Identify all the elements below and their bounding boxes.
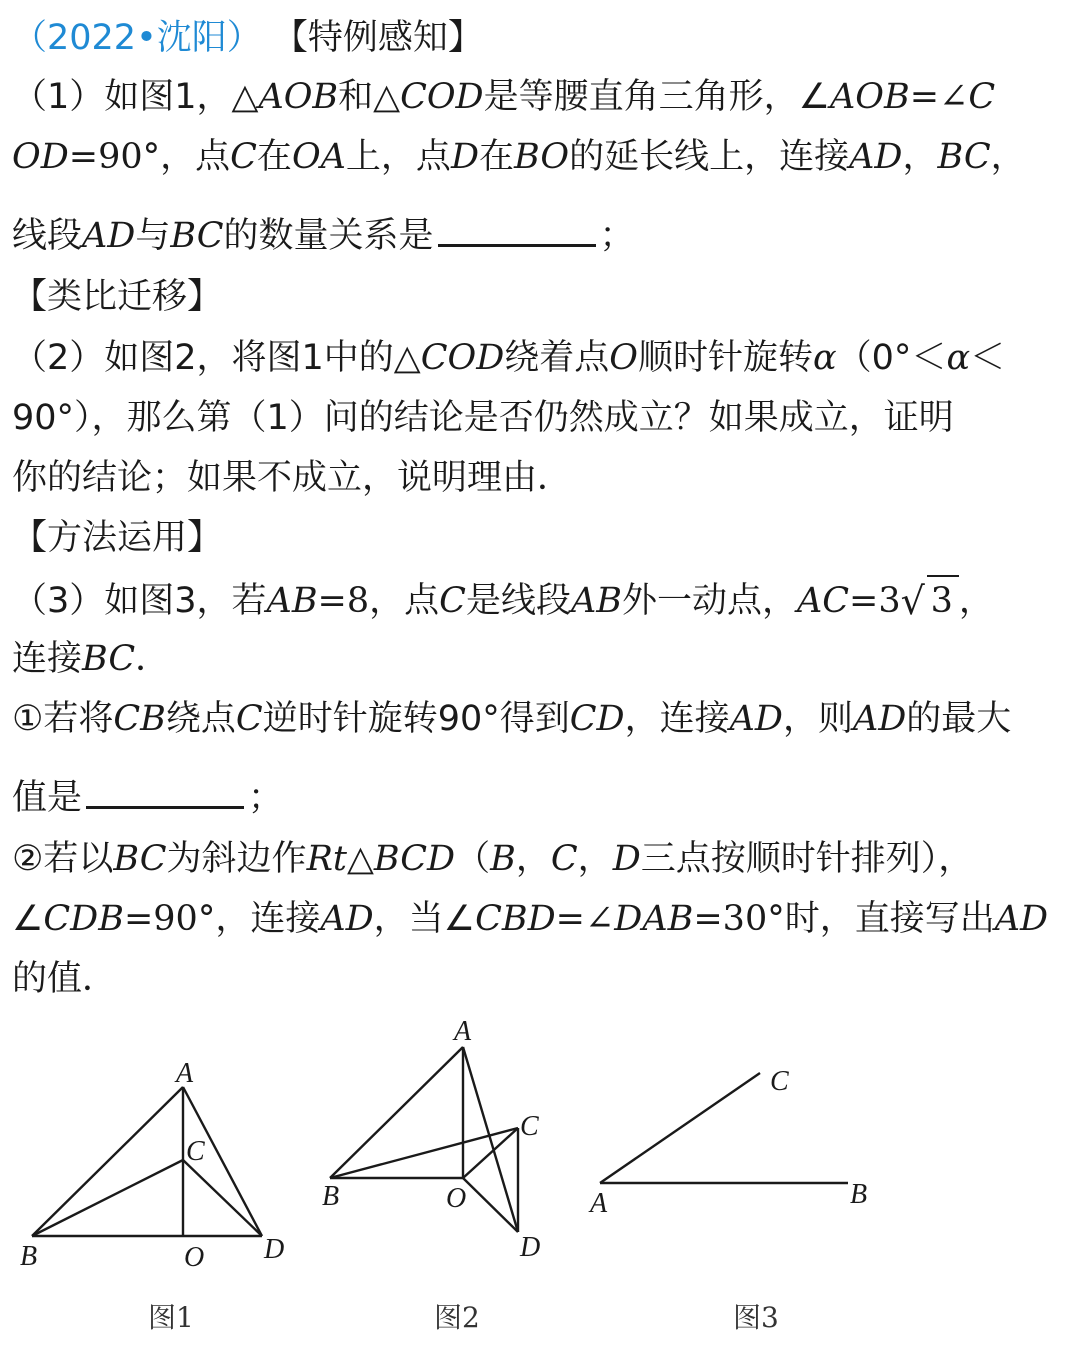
text: 是线段 [465,581,571,621]
math: CBD [475,899,556,939]
math: BO [514,137,570,177]
text: 在 [479,137,515,177]
text: =3 [849,581,901,621]
math: AD [320,899,374,939]
text: 为斜边作 [166,839,307,879]
text: （2）如图2，将图1中的△ [12,338,421,378]
math: CDB [43,899,124,939]
text: ，连接 [624,699,730,739]
text: （0°＜ [836,338,947,378]
text: （3）如图3，若 [12,581,267,621]
text: 线段 [12,216,83,256]
text: ＜ [970,338,1006,378]
section-title-2: 【类比迁移】 [12,277,223,317]
math: AD [82,216,136,256]
math: B [490,839,516,879]
text: =90°，点 [68,137,231,177]
seg-BC [32,1160,183,1236]
section-title-1: 【特例感知】 [272,18,483,58]
math: AD [994,899,1049,939]
text: ，则 [782,699,853,739]
math: C [968,77,996,117]
text: ②若以 [12,839,114,879]
math: O [609,338,638,378]
figure-3 [588,1066,867,1334]
math: OA [291,137,346,177]
math: AD [729,699,783,739]
math: C [439,581,466,621]
text: 的数量关系是 [223,216,434,256]
text: ∠ [12,899,44,939]
q3-sub2-line-3: 的值． [12,959,118,999]
text: 是等腰直角三角形，∠ [483,77,831,117]
label-C: C [520,1111,539,1142]
text: 的延长线上，连接 [569,137,850,177]
text: 的最大 [906,699,1012,739]
math: D [450,137,479,177]
text: =∠ [909,77,969,117]
label-B: B [20,1241,38,1272]
source-tag: （2022•沈阳） [12,18,262,58]
text: =∠ [555,899,615,939]
math: CD [569,699,625,739]
figure-2 [322,1016,540,1334]
math: BC [82,639,136,679]
label-B: B [850,1179,868,1210]
math: Rt [306,839,347,879]
label-B: B [322,1181,340,1212]
text: ， [958,581,994,621]
caption-fig1: 图1 [148,1301,194,1334]
text: ， [515,839,551,879]
math: BCD [373,839,456,879]
label-O: O [184,1242,205,1273]
text: ①若将 [12,699,114,739]
math: α [946,338,971,378]
text: ， [902,137,938,177]
text: =90°，连接 [123,899,321,939]
math: AD [852,699,907,739]
math: C [230,137,257,177]
text: 绕着点 [504,338,610,378]
text: 值是 [12,778,83,818]
caption-fig3: 图3 [733,1301,779,1334]
radical-sign: √ [900,579,925,623]
label-C: C [770,1066,789,1097]
text: 上，点 [345,137,451,177]
label-O: O [446,1183,467,1214]
text: 绕点 [165,699,236,739]
math: AC [796,581,850,621]
text: =30°时，直接写出 [693,899,995,939]
math: COD [420,338,505,378]
math: BC [170,216,224,256]
text: 逆时针旋转90°得到 [262,699,570,739]
label-D: D [520,1232,541,1263]
math: AB [266,581,318,621]
seg-AB [330,1047,463,1178]
section-title-3: 【方法运用】 [12,518,223,558]
caption-fig2: 图2 [434,1301,480,1334]
seg-CD [183,1160,262,1236]
math: C [235,699,263,739]
math: COD [400,77,484,117]
text: 外一动点， [621,581,797,621]
math: AOB [258,77,339,117]
seg-AC [600,1073,760,1183]
label-C: C [186,1136,205,1167]
text: （1）如图1，△ [12,77,259,117]
q2-line-3: 你的结论；如果不成立，说明理由． [12,458,573,498]
text: 连接 [12,639,83,679]
text: 三点按顺时针排列）， [640,839,974,879]
figure-1 [20,1058,284,1334]
text: ； [599,216,635,256]
math: BC [937,137,991,177]
math: C [550,839,578,879]
math: OD [12,137,69,177]
math: CB [113,699,166,739]
text: ， [990,137,1026,177]
text: =8，点 [317,581,440,621]
math: α [813,338,837,378]
text: ． [135,639,171,679]
text: ， [577,839,613,879]
text: △ [346,839,374,879]
radicand: 3 [927,575,959,625]
math: DAB [614,899,694,939]
math: AD [849,137,903,177]
math: AB [570,581,622,621]
text: ，当∠ [373,899,476,939]
label-A: A [590,1188,608,1219]
text: 顺时针旋转 [638,338,814,378]
math: AOB [830,77,910,117]
text: ； [248,778,284,818]
text: （ [455,839,491,879]
seg-AB [32,1087,183,1236]
math: D [612,839,641,879]
text: 与 [135,216,171,256]
text: 在 [256,137,292,177]
q2-line-2: 90°），那么第（1）问的结论是否仍然成立？如果成立，证明 [12,398,954,438]
label-D: D [264,1234,285,1265]
math: BC [113,839,167,879]
label-A: A [454,1016,472,1047]
text: 和△ [338,77,401,117]
label-A: A [176,1058,194,1089]
